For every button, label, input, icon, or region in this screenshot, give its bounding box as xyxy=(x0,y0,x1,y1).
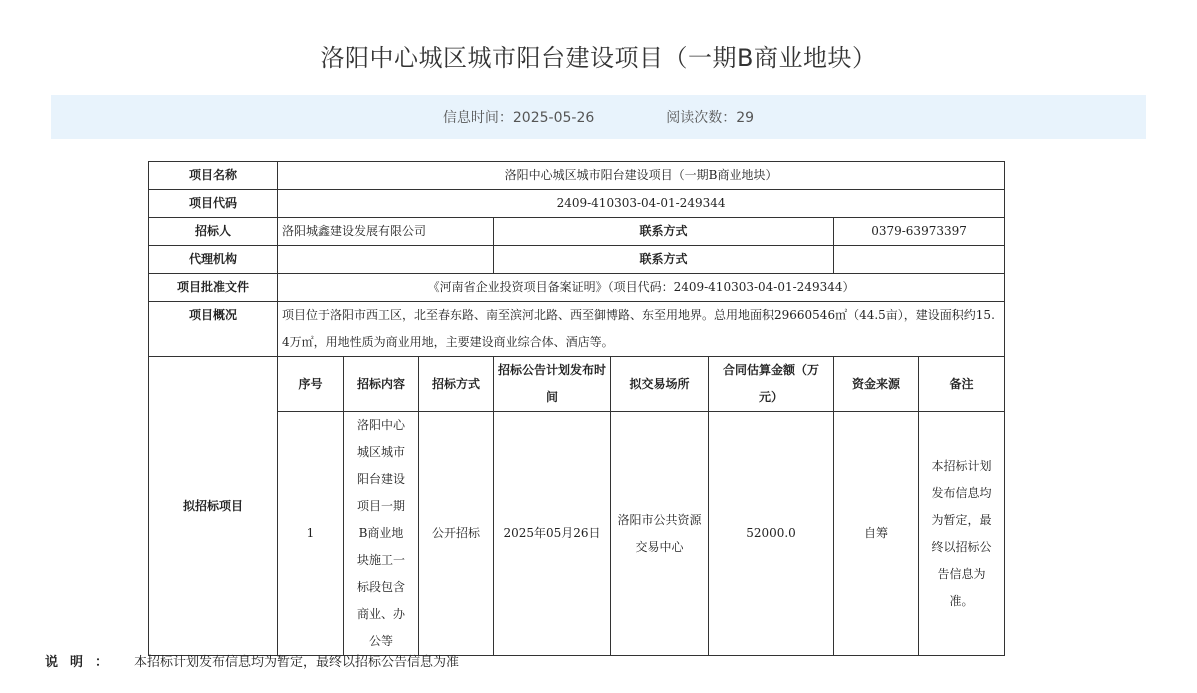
approval-label: 项目批准文件 xyxy=(149,274,278,302)
page-title: 洛阳中心城区城市阳台建设项目（一期B商业地块） xyxy=(320,44,877,72)
row-remark: 本招标计划发布信息均为暂定，最终以招标公告信息为准。 xyxy=(919,412,1005,656)
table-row xyxy=(149,246,1005,274)
table-row xyxy=(149,357,1005,412)
planned-label: 拟招标项目 xyxy=(149,357,278,656)
agency-label: 代理机构 xyxy=(149,246,278,274)
row-content: 洛阳中心城区城市阳台建设项目一期B商业地块施工一标段包含商业、办公等 xyxy=(344,412,419,656)
project-code-label: 项目代码 xyxy=(149,190,278,218)
row-venue: 洛阳市公共资源交易中心 xyxy=(611,412,709,656)
col-remark-header: 备注 xyxy=(919,357,1005,412)
table-row xyxy=(149,412,1005,656)
table-row xyxy=(149,162,1005,190)
overview-label: 项目概况 xyxy=(149,302,278,357)
tenderer-value: 洛阳城鑫建设发展有限公司 xyxy=(278,218,494,246)
table-row xyxy=(149,218,1005,246)
info-reads-label: 阅读次数： xyxy=(666,110,737,126)
info-bar xyxy=(51,95,1146,139)
col-amount-header: 合同估算金额（万元） xyxy=(709,357,834,412)
agency-contact-value xyxy=(834,246,1005,274)
info-reads-value: 29 xyxy=(736,110,755,126)
row-no: 1 xyxy=(278,412,344,656)
info-time-value: 2025-05-26 xyxy=(512,110,595,126)
agency-value xyxy=(278,246,494,274)
tenderer-contact-value: 0379-63973397 xyxy=(834,218,1005,246)
col-fund-header: 资金来源 xyxy=(834,357,919,412)
col-no-header: 序号 xyxy=(278,357,344,412)
row-amount: 52000.0 xyxy=(709,412,834,656)
tenderer-label: 招标人 xyxy=(149,218,278,246)
table-row xyxy=(149,302,1005,357)
col-content-header: 招标内容 xyxy=(344,357,419,412)
tender-plan-table xyxy=(148,161,1005,656)
footnote-text: 本招标计划发布信息均为暂定，最终以招标公告信息为准 xyxy=(134,655,460,670)
info-time xyxy=(443,107,594,127)
row-method: 公开招标 xyxy=(419,412,494,656)
overview-value: 项目位于洛阳市西工区，北至春东路、南至滨河北路、西至御博路、东至用地界。总用地面积29660546㎡（44.5亩），建设面积约15.4万㎡，用地性质为商业用地，主要建设商业综合体、酒店等。 xyxy=(278,302,1005,357)
approval-value: 《河南省企业投资项目备案证明》（项目代码：2409-410303-04-01-249344） xyxy=(278,274,1005,302)
project-name-label: 项目名称 xyxy=(149,162,278,190)
info-reads xyxy=(666,107,754,127)
row-fund: 自筹 xyxy=(834,412,919,656)
col-method-header: 招标方式 xyxy=(419,357,494,412)
footnote-label: 说明： xyxy=(45,655,121,670)
info-time-label: 信息时间： xyxy=(442,110,513,126)
tenderer-contact-label: 联系方式 xyxy=(494,218,834,246)
row-time: 2025年05月26日 xyxy=(494,412,611,656)
table-row xyxy=(149,274,1005,302)
table-row xyxy=(149,190,1005,218)
project-code-value: 2409-410303-04-01-249344 xyxy=(278,190,1005,218)
col-time-header: 招标公告计划发布时间 xyxy=(494,357,611,412)
agency-contact-label: 联系方式 xyxy=(494,246,834,274)
project-name-value: 洛阳中心城区城市阳台建设项目（一期B商业地块） xyxy=(278,162,1005,190)
col-venue-header: 拟交易场所 xyxy=(611,357,709,412)
footnote xyxy=(45,651,459,670)
